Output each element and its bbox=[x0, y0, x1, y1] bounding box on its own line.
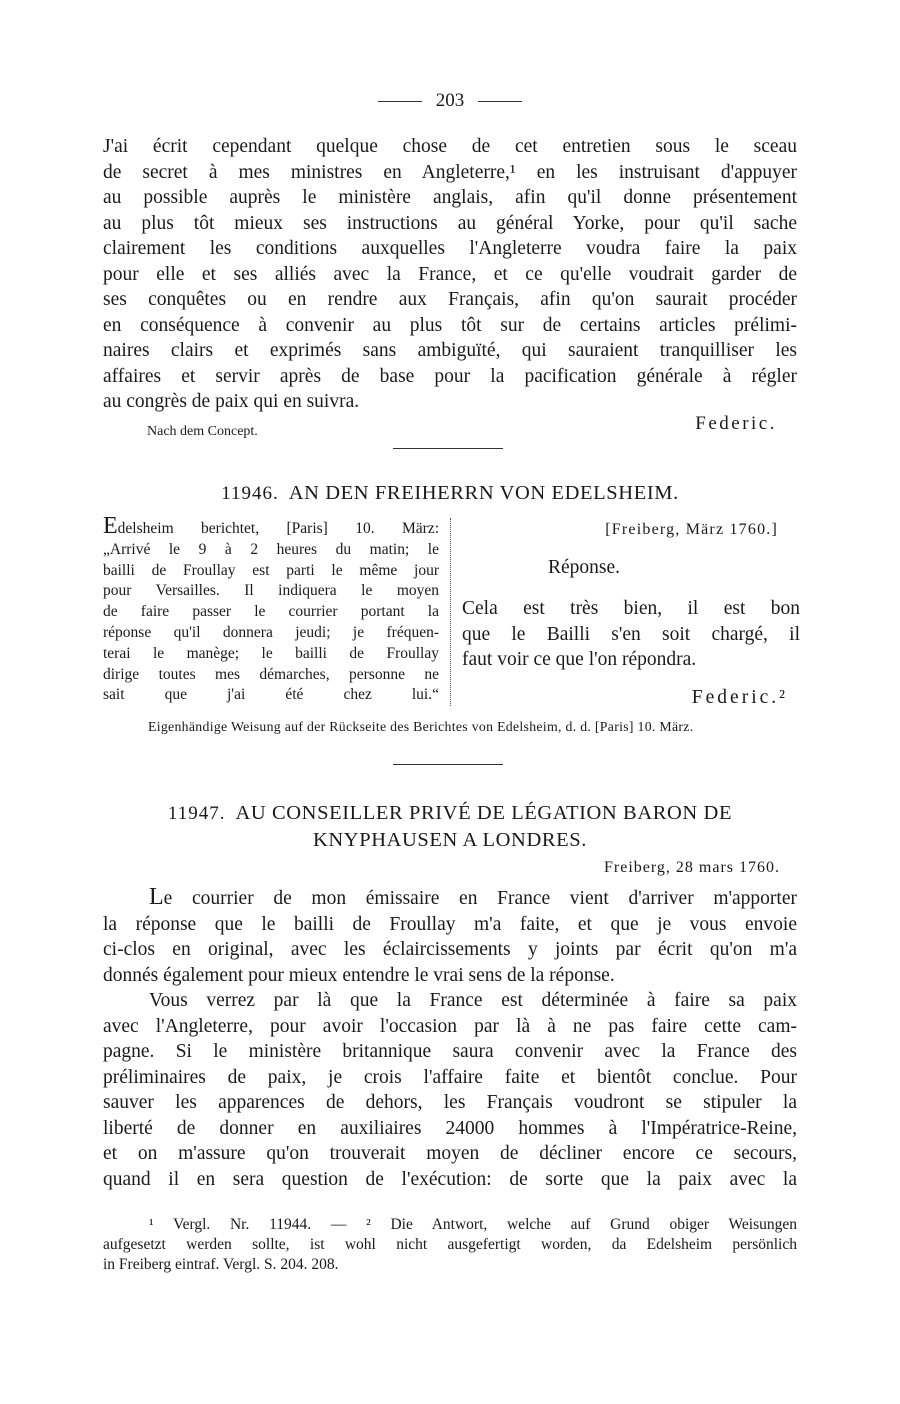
document-heading bbox=[0, 482, 900, 505]
document-number: 11947. bbox=[167, 803, 226, 824]
paragraph-continuation bbox=[103, 134, 797, 415]
text-line: au congrès de paix qui en suivra. bbox=[103, 391, 360, 412]
letter-body bbox=[103, 886, 797, 1192]
page-header bbox=[0, 90, 900, 112]
document-title: AU CONSEILLER PRIVÉ DE LÉGATION BARON DE bbox=[235, 802, 733, 824]
section-rule bbox=[393, 764, 503, 765]
text-line: Vous verrez par là que la France est déterminée à faire sa paix bbox=[149, 990, 797, 1011]
document-heading bbox=[0, 800, 900, 853]
text-line: clairement les conditions auxquelles l'Angleterre voudra faire la paix bbox=[103, 238, 797, 259]
text-line-rest: delsheim berichtet, [Paris] 10. März: bbox=[117, 520, 439, 537]
text-line: au plus tôt mieux ses instructions au général Yorke, pour qu'il sache bbox=[103, 212, 797, 234]
text-line: dirige toutes mes démarches, personne ne bbox=[103, 665, 439, 683]
text-line: la réponse que le bailli de Froullay m'a faite, et que je vous envoie bbox=[103, 913, 797, 935]
footnote-line: in Freiberg eintraf. Vergl. S. 204. 208. bbox=[103, 1256, 339, 1273]
text-line: avec l'Angleterre, pour avoir l'occasion par là à ne pas faire cette cam- bbox=[103, 1015, 797, 1037]
reply-dateline: [Freiberg, März 1760.] bbox=[605, 521, 778, 538]
text-line: faut voir ce que l'on répondra. bbox=[462, 649, 697, 670]
text-line: bailli de Froullay est parti le même jour bbox=[103, 561, 439, 579]
text-line: préliminaires de paix, je crois l'affaire faite et bientôt conclue. Pour bbox=[103, 1066, 797, 1088]
text-line: que le Bailli s'en soit chargé, il bbox=[462, 623, 800, 645]
text-line: pour Versailles. Il indiquera le moyen bbox=[103, 582, 439, 600]
text-line: au possible auprès le ministère anglais, afin qu'il donne présentement bbox=[103, 187, 797, 208]
text-line: quand il en sera question de l'exécution: de sorte que la paix avec la bbox=[103, 1168, 797, 1190]
reply-text bbox=[462, 596, 800, 673]
section-rule bbox=[393, 448, 503, 449]
text-line: naires clairs et exprimés sans ambiguïté, qui sauraient tranquilliser les bbox=[103, 340, 797, 361]
reply-heading: Réponse. bbox=[548, 557, 621, 578]
text-line: J'ai écrit cependant quelque chose de cet entretien sous le sceau bbox=[103, 136, 797, 157]
text-line: „Arrivé le 9 à 2 heures du matin; le bbox=[103, 540, 439, 558]
text-line bbox=[103, 886, 797, 912]
text-line: sauver les apparences de dehors, les Français voudront se stipuler la bbox=[103, 1092, 797, 1113]
text-line: affaires et servir après de base pour la pacification générale à régler bbox=[103, 365, 797, 387]
text-line: de faire passer le courrier portant la bbox=[103, 603, 439, 621]
source-note: Eigenhändige Weisung auf der Rückseite des Berichtes von Edelsheim, d. d. [Paris] 10. März. bbox=[148, 719, 694, 734]
signature: Federic.² bbox=[691, 686, 788, 708]
text-line: ses conquêtes ou en rendre aux Français, afin qu'on saurait procéder bbox=[103, 289, 797, 310]
text-line: ci-clos en original, avec les éclaircissements y joints par écrit qu'on m'a bbox=[103, 939, 797, 960]
document-number: 11946. bbox=[221, 483, 279, 504]
initial-letter: E bbox=[103, 513, 118, 539]
page-number: 203 bbox=[435, 90, 465, 111]
source-note: Nach dem Concept. bbox=[147, 424, 258, 439]
text-line: en conséquence à convenir au plus tôt sur de certains articles prélimi- bbox=[103, 314, 797, 336]
text-line: liberté de donner en auxiliaires 24000 hommes à l'Impératrice-Reine, bbox=[103, 1117, 797, 1139]
header-dash-left bbox=[378, 101, 422, 102]
text-line bbox=[103, 513, 439, 540]
initial-letter: L bbox=[149, 884, 164, 910]
report-summary-column bbox=[103, 513, 439, 706]
text-line: de secret à mes ministres en Angleterre,¹ en les instruisant d'appuyer bbox=[103, 161, 797, 183]
signature: Federic. bbox=[695, 413, 777, 434]
document-title: AN DEN FREIHERRN VON EDELSHEIM. bbox=[288, 482, 679, 504]
text-line: sait que j'ai été chez lui.“ bbox=[103, 686, 439, 704]
document-title-line: KNYPHAUSEN A LONDRES. bbox=[312, 829, 587, 851]
text-line: terai le manège; le bailli de Froullay bbox=[103, 644, 439, 662]
reply-column bbox=[462, 516, 800, 709]
text-line: donnés également pour mieux entendre le vrai sens de la réponse. bbox=[103, 964, 615, 986]
document-title-line bbox=[0, 800, 900, 827]
text-line-rest: e courrier de mon émissaire en France vient d'arriver m'apporter bbox=[163, 888, 797, 909]
text-line: pour elle et ses alliés avec la France, et ce qu'elle voudrait garder de bbox=[103, 263, 797, 285]
text-line: Cela est très bien, il est bon bbox=[462, 598, 800, 619]
column-divider bbox=[450, 518, 451, 706]
header-dash-right bbox=[478, 101, 522, 102]
text-line: réponse qu'il donnera jeudi; je fréquen- bbox=[103, 623, 439, 641]
footnotes bbox=[103, 1215, 797, 1275]
footnote-line: ¹ Vergl. Nr. 11944. — ² Die Antwort, welche auf Grund obiger Weisungen bbox=[149, 1216, 797, 1233]
text-line: pagne. Si le ministère britannique saura convenir avec la France des bbox=[103, 1041, 797, 1062]
letter-dateline: Freiberg, 28 mars 1760. bbox=[603, 859, 780, 876]
footnote-line: aufgesetzt werden sollte, ist wohl nicht ausgefertigt worden, da Edelsheim persönlich bbox=[103, 1236, 797, 1253]
text-line: et on m'assure qu'on trouverait moyen de décliner encore ce secours, bbox=[103, 1143, 797, 1164]
